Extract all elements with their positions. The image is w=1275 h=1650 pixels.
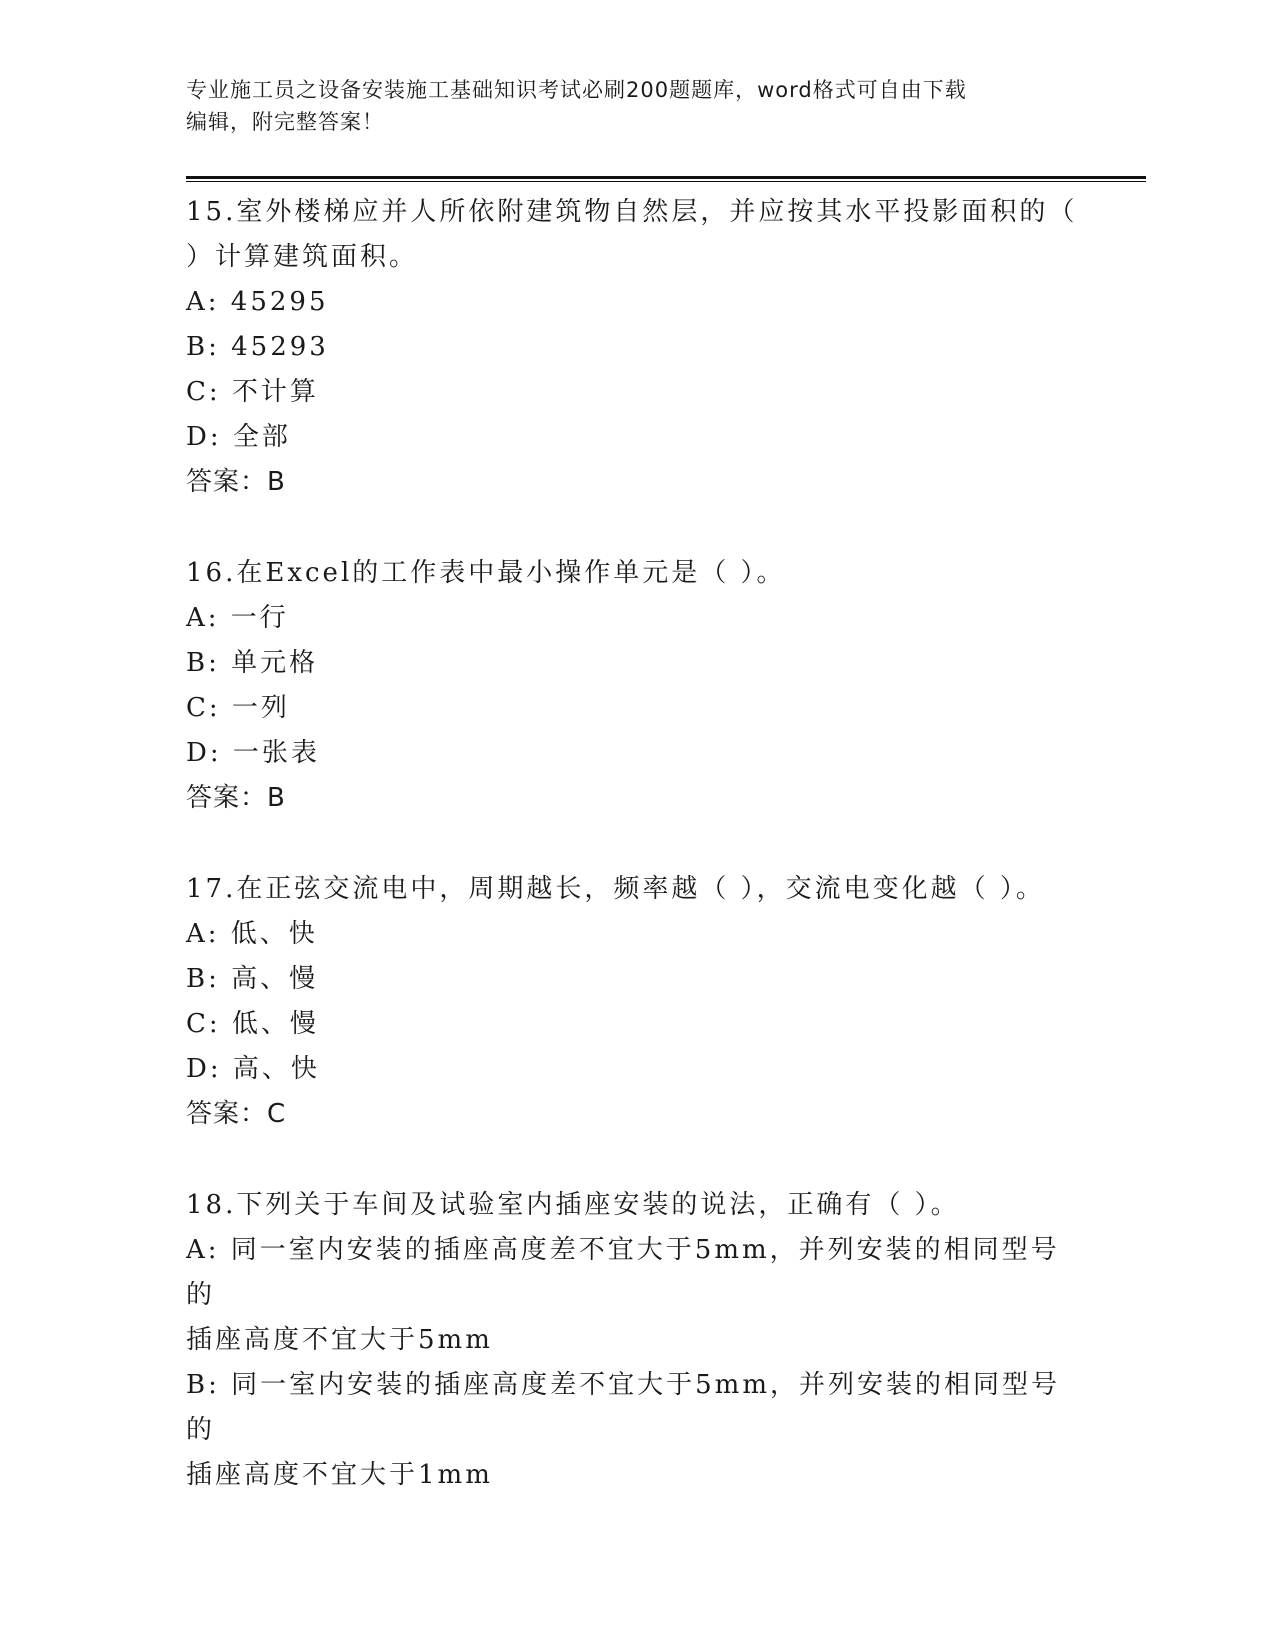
- option-a: A: 同一室内安装的插座高度差不宜大于5mm，并列安装的相同型号的: [186, 1235, 1060, 1310]
- question-text: [186, 867, 1086, 912]
- option-b: B: 高、慢: [186, 964, 319, 994]
- question-text-line: 17.在正弦交流电中，周期越长，频率越（ ），交流电变化越（ ）。: [186, 874, 1045, 904]
- option-a-continued: 插座高度不宜大于5mm: [186, 1325, 493, 1355]
- answer: 答案：B: [186, 467, 286, 497]
- question-15: [186, 190, 1086, 505]
- option-c: C: 不计算: [186, 377, 319, 407]
- question-text-line: 18.下列关于车间及试验室内插座安装的说法，正确有（ ）。: [186, 1190, 960, 1220]
- question-18: [186, 1183, 1086, 1498]
- option-b: B: 45293: [186, 332, 329, 362]
- option-a: A: 一行: [186, 603, 289, 633]
- option-b-continued: 插座高度不宜大于1mm: [186, 1460, 493, 1490]
- option-b: B: 单元格: [186, 648, 319, 678]
- question-text: [186, 551, 1086, 596]
- header-divider-thin: [186, 181, 1146, 182]
- question-17: [186, 867, 1086, 1137]
- question-text-line: ）计算建筑面积。: [186, 242, 419, 272]
- option-a: A: 低、快: [186, 919, 318, 949]
- header-divider-thick: [186, 176, 1146, 179]
- question-text: [186, 190, 1086, 280]
- option-d: D: 一张表: [186, 738, 320, 768]
- question-text: [186, 1183, 1086, 1228]
- question-text-line: 15.室外楼梯应并人所依附建筑物自然层，并应按其水平投影面积的（: [186, 197, 1078, 227]
- option-a: A: 45295: [186, 287, 329, 317]
- option-d: D: 高、快: [186, 1054, 320, 1084]
- question-16: [186, 551, 1086, 821]
- answer: 答案：B: [186, 783, 286, 813]
- answer: 答案：C: [186, 1099, 287, 1129]
- question-text-line: 16.在Excel的工作表中最小操作单元是（ ）。: [186, 558, 786, 588]
- option-d: D: 全部: [186, 422, 291, 452]
- option-c: C: 低、慢: [186, 1009, 319, 1039]
- header-line-1: 专业施工员之设备安装施工基础知识考试必刷200题题库，word格式可自由下载: [186, 78, 967, 102]
- option-b: B: 同一室内安装的插座高度差不宜大于5mm，并列安装的相同型号的: [186, 1370, 1060, 1445]
- option-c: C: 一列: [186, 693, 290, 723]
- document-header: [186, 74, 1066, 138]
- question-list: [186, 190, 1086, 1544]
- header-line-2: 编辑，附完整答案！: [186, 110, 384, 134]
